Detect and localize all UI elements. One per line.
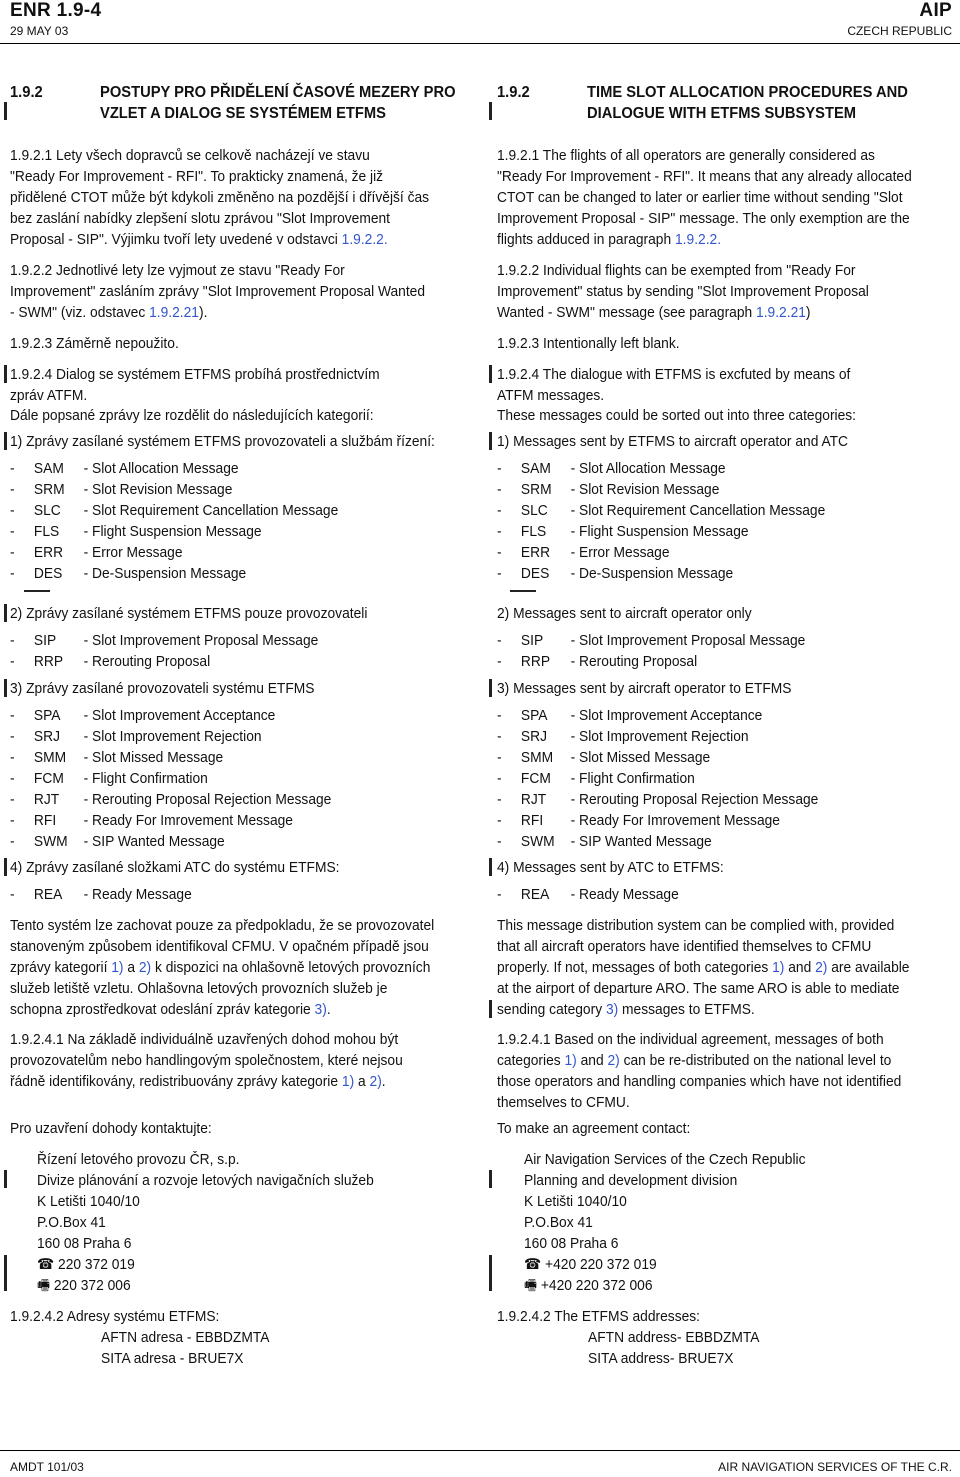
change-bar	[4, 858, 7, 876]
message-description: - Ready Message	[570, 886, 679, 903]
message-code: SIP	[33, 632, 57, 649]
change-bar	[489, 1255, 492, 1291]
message-code: SRJ	[33, 728, 60, 745]
message-description: - Slot Improvement Acceptance	[83, 707, 276, 724]
bullet-dash: -	[10, 544, 15, 561]
message-description: - Slot Revision Message	[570, 481, 720, 498]
section-title-line1: POSTUPY PRO PŘIDĚLENÍ ČASOVÉ MEZERY PRO	[100, 84, 456, 101]
message-description: - Ready Message	[83, 886, 192, 903]
message-code: RRP	[520, 653, 551, 670]
para-line: at the airport of departure ARO. The same ARO is able to mediate	[497, 980, 900, 997]
change-bar	[4, 679, 7, 697]
bullet-dash: -	[10, 728, 15, 745]
address-line: Planning and development division	[524, 1172, 738, 1189]
para-line: These messages could be sorted out into three categories:	[497, 407, 857, 424]
message-description: - SIP Wanted Message	[570, 833, 712, 850]
para-line: schopna zprostředkovat odeslání zpráv kategorie 3).	[10, 1001, 331, 1018]
para-line: themselves to CFMU.	[497, 1094, 630, 1111]
category-heading: 2) Zprávy zasílané systémem ETFMS pouze provozovateli	[10, 605, 368, 622]
message-description: - Slot Requirement Cancellation Message	[570, 502, 826, 519]
bullet-dash: -	[10, 502, 15, 519]
bullet-dash: -	[10, 481, 15, 498]
message-code: SAM	[520, 460, 551, 477]
message-code: SAM	[33, 460, 64, 477]
category-link[interactable]: 2)	[369, 1073, 382, 1090]
bullet-dash: -	[497, 481, 502, 498]
change-bar	[489, 365, 492, 383]
message-description: - Error Message	[570, 544, 670, 561]
fax-line: 🖷 +420 220 372 006	[524, 1277, 653, 1294]
category-heading: 2) Messages sent to aircraft operator only	[497, 605, 752, 622]
bullet-dash: -	[10, 770, 15, 787]
message-description: - Rerouting Proposal	[83, 653, 211, 670]
bullet-dash: -	[497, 523, 502, 540]
para-line: categories 1) and 2) can be re-distributed on the national level to	[497, 1052, 892, 1069]
message-code: RRP	[33, 653, 64, 670]
category-heading: 3) Zprávy zasílané provozovateli systému ETFMS	[10, 680, 315, 697]
para-line: Improvement" zasláním zprávy "Slot Improvement Proposal Wanted	[10, 283, 426, 300]
address-line: 160 08 Praha 6	[524, 1235, 619, 1252]
message-description: - Slot Improvement Proposal Message	[570, 632, 806, 649]
para-line: 1.9.2.3 Záměrně nepoužito.	[10, 335, 179, 352]
message-description: - Rerouting Proposal	[570, 653, 698, 670]
publication-name: AIP	[919, 0, 952, 21]
section-title-line1: TIME SLOT ALLOCATION PROCEDURES AND	[587, 84, 908, 101]
para-line: 1.9.2.4.2 Adresy systému ETFMS:	[10, 1308, 220, 1325]
message-description: - Ready For Imrovement Message	[83, 812, 293, 829]
message-code: RJT	[33, 791, 60, 808]
message-code: SPA	[33, 707, 61, 724]
section-title-line2: VZLET A DIALOG SE SYSTÉMEM ETFMS	[100, 105, 386, 122]
amendment-number: AMDT 101/03	[10, 1460, 84, 1474]
bullet-dash: -	[497, 565, 502, 582]
message-description: - Flight Suspension Message	[83, 523, 262, 540]
issue-date: 29 MAY 03	[10, 24, 69, 38]
change-bar	[4, 1255, 7, 1291]
message-code: SPA	[520, 707, 548, 724]
bullet-dash: -	[10, 523, 15, 540]
para-line: that all aircraft operators have identified themselves to CFMU	[497, 938, 872, 955]
address-line: Divize plánování a rozvoje letových navigačních služeb	[37, 1172, 374, 1189]
address-line: P.O.Box 41	[524, 1214, 593, 1231]
change-bar	[4, 604, 7, 622]
message-code: FLS	[520, 523, 547, 540]
bullet-dash: -	[10, 565, 15, 582]
bullet-dash: -	[10, 632, 15, 649]
category-link[interactable]: 3)	[314, 1001, 327, 1018]
message-description: - De-Suspension Message	[83, 565, 247, 582]
address-line: Air Navigation Services of the Czech Republic	[524, 1151, 806, 1168]
message-code: SMM	[33, 749, 67, 766]
country-name: CZECH REPUBLIC	[847, 24, 952, 38]
header-rule	[0, 43, 960, 44]
telephone-icon: ☎	[37, 1256, 55, 1273]
phone-line: ☎ +420 220 372 019	[524, 1256, 657, 1273]
para-line: Tento systém lze zachovat pouze za předpokladu, že se provozovatel	[10, 917, 435, 934]
address-line: K Letišti 1040/10	[524, 1193, 627, 1210]
para-line: 1.9.2.4 Dialog se systémem ETFMS probíhá prostřednictvím	[10, 366, 380, 383]
fax-icon: 🖷	[524, 1277, 538, 1294]
message-code: SLC	[33, 502, 61, 519]
message-code: SWM	[33, 833, 68, 850]
para-line: zprávy kategorií 1) a 2) k dispozici na ohlašovně letových provozních	[10, 959, 431, 976]
bullet-dash: -	[497, 653, 502, 670]
para-line: - SWM" (viz. odstavec 1.9.2.21).	[10, 304, 208, 321]
message-description: - Flight Confirmation	[83, 770, 208, 787]
para-line: This message distribution system can be complied with, provided	[497, 917, 895, 934]
change-bar	[489, 858, 492, 876]
message-code: RJT	[520, 791, 547, 808]
message-description: - Rerouting Proposal Rejection Message	[570, 791, 819, 808]
message-code: SLC	[520, 502, 548, 519]
para-line: zpráv ATFM.	[10, 387, 88, 404]
change-bar	[4, 1170, 7, 1188]
category-link[interactable]: 1)	[564, 1052, 577, 1069]
message-description: - Slot Allocation Message	[83, 460, 239, 477]
address-line: 160 08 Praha 6	[37, 1235, 132, 1252]
fax-line: 🖷 220 372 006	[37, 1277, 131, 1294]
para-line: SITA address- BRUE7X	[588, 1350, 734, 1367]
bullet-dash: -	[10, 749, 15, 766]
para-line: 1.9.2.4.1 Na základě individuálně uzavřených dohod mohou být	[10, 1031, 399, 1048]
bullet-dash: -	[10, 833, 15, 850]
address-line: Řízení letového provozu ČR, s.p.	[37, 1151, 240, 1168]
message-code: SIP	[520, 632, 544, 649]
para-line: Pro uzavření dohody kontaktujte:	[10, 1120, 212, 1137]
message-code: REA	[33, 886, 63, 903]
message-code: ERR	[520, 544, 551, 561]
phone-line: ☎ 220 372 019	[37, 1256, 135, 1273]
bullet-dash: -	[497, 632, 502, 649]
message-description: - Slot Improvement Acceptance	[570, 707, 763, 724]
message-description: - Slot Missed Message	[83, 749, 224, 766]
message-code: DES	[33, 565, 63, 582]
message-description: - Slot Improvement Rejection	[570, 728, 749, 745]
para-line: služeb letiště vzletu. Ohlašovna letových provozních služeb je	[10, 980, 388, 997]
para-line: 1.9.2.4.2 The ETFMS addresses:	[497, 1308, 701, 1325]
message-description: - Slot Allocation Message	[570, 460, 726, 477]
message-code: SWM	[520, 833, 555, 850]
para-line: CTOT can be changed to later or earlier time without sending "Slot	[497, 189, 903, 206]
para-line: Improvement Proposal - SIP" message. The only exemption are the	[497, 210, 910, 227]
category-link[interactable]: 2)	[607, 1052, 620, 1069]
bullet-dash: -	[497, 749, 502, 766]
message-description: - Slot Missed Message	[570, 749, 711, 766]
message-code: ERR	[33, 544, 64, 561]
para-line: AFTN adresa - EBBDZMTA	[101, 1329, 270, 1346]
message-description: - Slot Improvement Rejection	[83, 728, 262, 745]
para-line: 1.9.2.2 Jednotlivé lety lze vyjmout ze stavu "Ready For	[10, 262, 345, 279]
para-line: řádně identifikovány, redistribuovány zprávy kategorie 1) a 2).	[10, 1073, 386, 1090]
para-line: stanoveným způsobem identifikoval CFMU. V opačném případě jsou	[10, 938, 429, 955]
address-line: K Letišti 1040/10	[37, 1193, 140, 1210]
address-line: P.O.Box 41	[37, 1214, 106, 1231]
category-heading: 3) Messages sent by aircraft operator to ETFMS	[497, 680, 792, 697]
change-bar	[4, 102, 7, 120]
para-line: 1.9.2.1 The flights of all operators are generally considered as	[497, 147, 875, 164]
para-line: those operators and handling companies which have not identified	[497, 1073, 902, 1090]
para-line: 1.9.2.1 Lety všech dopravců se celkově nacházejí ve stavu	[10, 147, 370, 164]
bullet-dash: -	[10, 653, 15, 670]
para-line: bez zaslání nabídky zlepšení slotu zprávou "Slot Improvement	[10, 210, 391, 227]
category-link[interactable]: 1)	[772, 959, 785, 976]
message-code: RFI	[520, 812, 544, 829]
deletion-mark	[24, 590, 50, 592]
bullet-dash: -	[10, 812, 15, 829]
para-line: "Ready For Improvement - RFI". To prakticky znamená, že již	[10, 168, 384, 185]
para-line: AFTN address- EBBDZMTA	[588, 1329, 760, 1346]
message-description: - Ready For Imrovement Message	[570, 812, 780, 829]
bullet-dash: -	[497, 707, 502, 724]
message-code: SRM	[520, 481, 552, 498]
bullet-dash: -	[10, 791, 15, 808]
message-code: SRM	[33, 481, 65, 498]
message-description: - Flight Suspension Message	[570, 523, 749, 540]
para-line: sending category 3) messages to ETFMS.	[497, 1001, 755, 1018]
category-heading: 4) Messages sent by ATC to ETFMS:	[497, 859, 724, 876]
para-line: 1.9.2.2 Individual flights can be exempted from "Ready For	[497, 262, 856, 279]
bullet-dash: -	[497, 812, 502, 829]
bullet-dash: -	[10, 460, 15, 477]
message-code: FLS	[33, 523, 60, 540]
message-code: REA	[520, 886, 550, 903]
message-description: - Flight Confirmation	[570, 770, 695, 787]
para-line: To make an agreement contact:	[497, 1120, 691, 1137]
category-link[interactable]: 1)	[341, 1073, 355, 1090]
change-bar	[489, 1170, 492, 1188]
para-line: přidělené CTOT může být kdykoli změněno na pozdější i dřívější čas	[10, 189, 430, 206]
bullet-dash: -	[497, 770, 502, 787]
category-link[interactable]: 1)	[111, 959, 124, 976]
message-description: - Rerouting Proposal Rejection Message	[83, 791, 332, 808]
message-code: SMM	[520, 749, 554, 766]
footer-rule	[0, 1450, 960, 1451]
message-code: FCM	[520, 770, 551, 787]
category-link[interactable]: 2)	[815, 959, 828, 976]
para-line: 1.9.2.4 The dialogue with ETFMS is excfuted by means of	[497, 366, 851, 383]
bullet-dash: -	[497, 728, 502, 745]
category-heading: 1) Zprávy zasílané systémem ETFMS provozovateli a službám řízení:	[10, 433, 435, 450]
para-line: 1.9.2.3 Intentionally left blank.	[497, 335, 680, 352]
para-line: provozovatelům nebo handlingovým společnostem, které nejsou	[10, 1052, 403, 1069]
change-bar	[489, 679, 492, 697]
section-number: 1.9.2	[497, 84, 530, 101]
publisher-name: AIR NAVIGATION SERVICES OF THE C.R.	[718, 1460, 952, 1474]
para-line: properly. If not, messages of both categories 1) and 2) are available	[497, 959, 910, 976]
message-description: - SIP Wanted Message	[83, 833, 225, 850]
change-bar	[489, 432, 492, 450]
change-bar	[4, 432, 7, 450]
paragraph-link[interactable]: 1.9.2.21	[149, 304, 199, 321]
bullet-dash: -	[497, 460, 502, 477]
bullet-dash: -	[10, 707, 15, 724]
category-heading: 4) Zprávy zasílané složkami ATC do systému ETFMS:	[10, 859, 340, 876]
para-line: ATFM messages.	[497, 387, 605, 404]
category-link[interactable]: 3)	[605, 1001, 619, 1018]
change-bar	[489, 102, 492, 120]
message-code: FCM	[33, 770, 64, 787]
para-line: Improvement" status by sending "Slot Improvement Proposal	[497, 283, 869, 300]
para-line: Dále popsané zprávy lze rozdělit do následujících kategorií:	[10, 407, 374, 424]
message-code: SRJ	[520, 728, 547, 745]
doc-ref: ENR 1.9-4	[10, 0, 102, 21]
para-line: Wanted - SWM" message (see paragraph 1.9.2.21)	[497, 304, 811, 321]
para-line: "Ready For Improvement - RFI". It means that any already allocated	[497, 168, 912, 185]
message-description: - Slot Revision Message	[83, 481, 233, 498]
bullet-dash: -	[497, 544, 502, 561]
telephone-icon: ☎	[524, 1256, 542, 1273]
bullet-dash: -	[497, 502, 502, 519]
message-description: - De-Suspension Message	[570, 565, 734, 582]
change-bar	[4, 365, 7, 383]
message-description: - Error Message	[83, 544, 183, 561]
section-title-line2: DIALOGUE WITH ETFMS SUBSYSTEM	[587, 105, 857, 122]
change-bar	[489, 1000, 492, 1018]
message-description: - Slot Requirement Cancellation Message	[83, 502, 339, 519]
bullet-dash: -	[497, 833, 502, 850]
bullet-dash: -	[497, 791, 502, 808]
category-heading: 1) Messages sent by ETFMS to aircraft operator and ATC	[497, 433, 849, 450]
paragraph-link[interactable]: 1.9.2.21	[756, 304, 806, 321]
bullet-dash: -	[10, 886, 15, 903]
message-code: DES	[520, 565, 550, 582]
deletion-mark	[510, 590, 536, 592]
para-line: 1.9.2.4.1 Based on the individual agreement, messages of both	[497, 1031, 884, 1048]
fax-icon: 🖷	[37, 1277, 51, 1294]
section-number: 1.9.2	[10, 84, 43, 101]
para-line: SITA adresa - BRUE7X	[101, 1350, 244, 1367]
category-link[interactable]: 2)	[138, 959, 152, 976]
message-code: RFI	[33, 812, 57, 829]
message-description: - Slot Improvement Proposal Message	[83, 632, 319, 649]
bullet-dash: -	[497, 886, 502, 903]
paragraph-link[interactable]: 1.9.2.2.	[341, 231, 388, 248]
para-line: flights adduced in paragraph 1.9.2.2.	[497, 231, 722, 248]
para-line: Proposal - SIP". Výjimku tvoří lety uvedené v odstavci 1.9.2.2.	[10, 231, 388, 248]
paragraph-link[interactable]: 1.9.2.2.	[675, 231, 722, 248]
